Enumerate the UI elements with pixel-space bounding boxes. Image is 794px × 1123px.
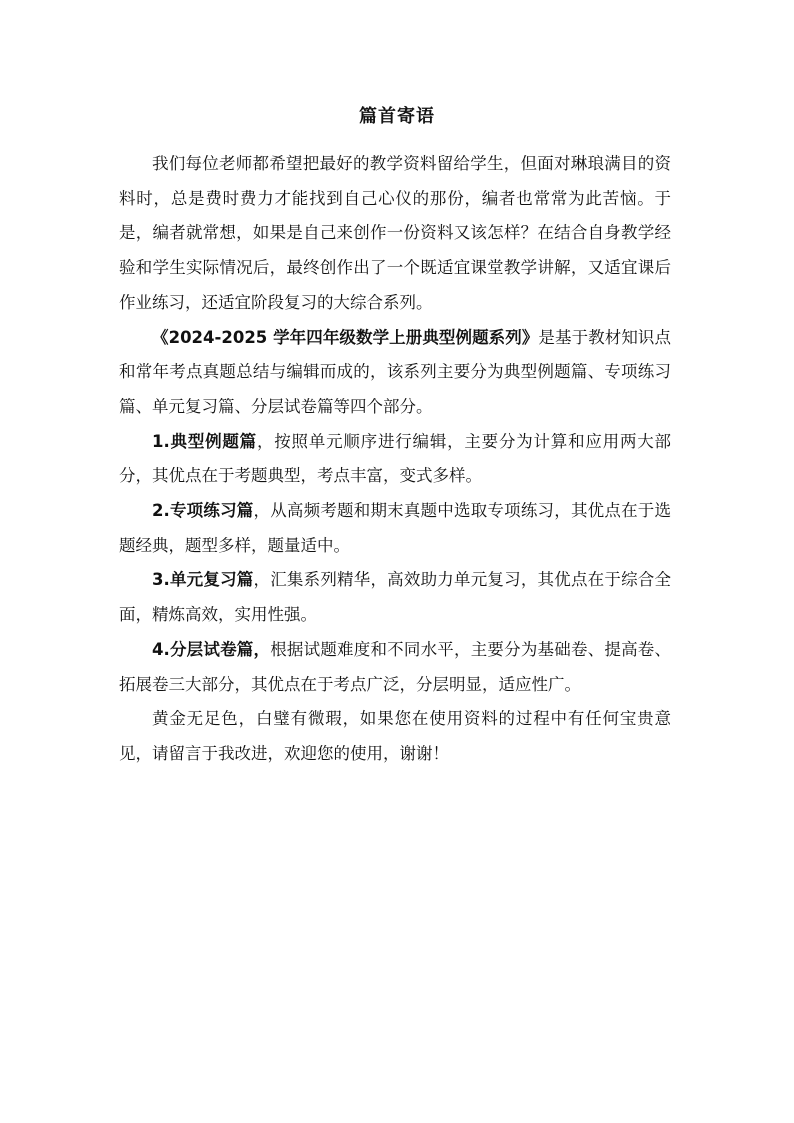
section-1-heading: 1.典型例题篇: [152, 431, 257, 451]
section-4-paragraph: [119, 633, 671, 702]
section-3-text: ，汇集系列精华，高效助力单元复习，其优点在于综合全面，精炼高效，实用性强。: [119, 570, 672, 625]
document-body: [119, 147, 671, 772]
section-2-text: ，从高频考题和期末真题中选取专项练习，其优点在于选题经典，题型多样，题量适中。: [119, 501, 672, 555]
intro-paragraph: 我们每位老师都希望把最好的教学资料留给学生，但面对琳琅满目的资料时，总是费时费力才能找到自己心仪的那份，编者也常常为此苦恼。于是，编者就常想，如果是自己来创作一份资料又该怎样？在结合自身教学经验和学生实际情况后，最终创作出了一个既适宜课堂教学讲解，又适宜课后作业练习，还适宜阶段复习的大综合系列。: [119, 154, 671, 312]
series-title: 《2024-2025 学年四年级数学上册典型例题系列》: [152, 327, 539, 347]
series-description-paragraph: [119, 321, 671, 425]
section-4-text: 根据试题难度和不同水平，主要分为基础卷、提高卷、拓展卷三大部分，其优点在于考点广泛，分层明显，适应性广。: [119, 639, 672, 694]
section-4-heading: 4.分层试卷篇，: [152, 639, 271, 659]
section-2-paragraph: [119, 494, 671, 563]
section-1-paragraph: [119, 425, 671, 494]
section-3-heading: 3.单元复习篇: [152, 570, 254, 590]
closing-paragraph: 黄金无足色，白璧有微瑕，如果您在使用资料的过程中有任何宝贵意见，请留言于我改进，欢迎您的使用，谢谢！: [119, 709, 671, 763]
page-title: 篇首寄语: [359, 106, 435, 127]
section-1-text: ，按照单元顺序进行编辑，主要分为计算和应用两大部分，其优点在于考题典型，考点丰富，变式多样。: [119, 431, 672, 486]
section-3-paragraph: [119, 563, 671, 632]
section-2-heading: 2.专项练习篇: [152, 501, 254, 521]
series-description-text: 是基于教材知识点和常年考点真题总结与编辑而成的，该系列主要分为典型例题篇、专项练习篇、单元复习篇、分层试卷篇等四个部分。: [119, 327, 671, 416]
